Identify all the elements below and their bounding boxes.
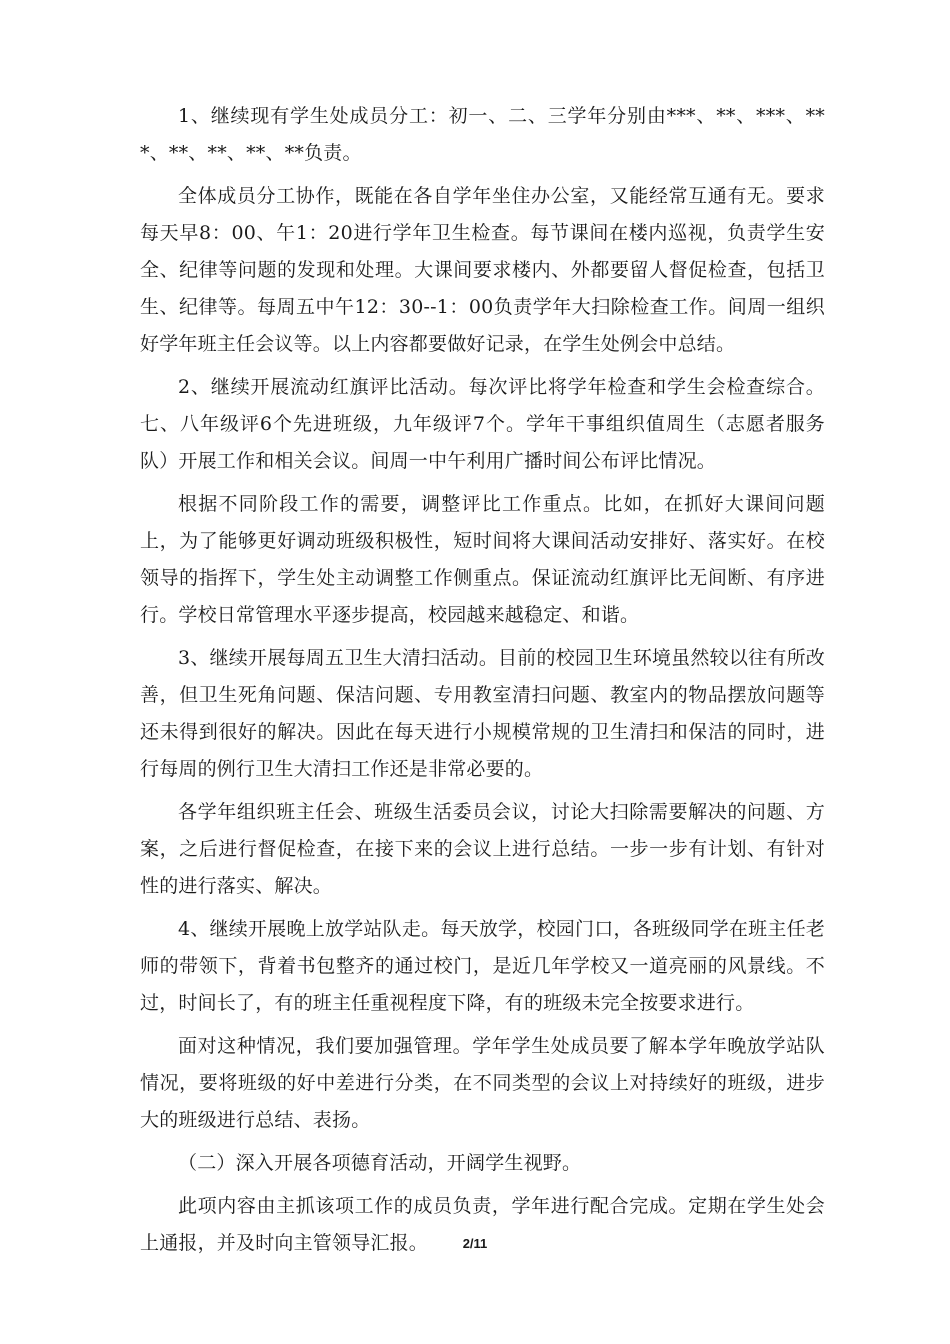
paragraph: 根据不同阶段工作的需要，调整评比工作重点。比如，在抓好大课间问题上，为了能够更好调动班级积极性，短时间将大课间活动安排好、落实好。在校领导的指挥下，学生处主动调整工作侧重点。保证流动红旗评比无间断、有序进行。学校日常管理水平逐步提高，校园越来越稳定、和谐。: [140, 493, 825, 626]
paragraph: 4、继续开展晚上放学站队走。每天放学，校园门口，各班级同学在班主任老师的带领下，背着书包整齐的通过校门，是近几年学校又一道亮丽的风景线。不过，时间长了，有的班主任重视程度下降，有的班级未完全按要求进行。: [140, 918, 825, 1014]
paragraph: 1、继续现有学生处成员分工：初一、二、三学年分别由***、**、***、***、**、**、**、**负责。: [140, 105, 825, 164]
paragraph: 此项内容由主抓该项工作的成员负责，学年进行配合完成。定期在学生处会上通报，并及时向主管领导汇报。: [140, 1195, 825, 1254]
page-number: 2/11: [462, 1236, 488, 1251]
paragraph: 全体成员分工协作，既能在各自学年坐住办公室，又能经常互通有无。要求每天早8：00、午1：20进行学年卫生检查。每节课间在楼内巡视，负责学生安全、纪律等问题的发现和处理。大课间要求楼内、外都要留人督促检查，包括卫生、纪律等。每周五中午12：30--1：00负责学年大扫除检查工作。间周一组织好学年班主任会议等。以上内容都要做好记录，在学生处例会中总结。: [140, 185, 825, 355]
paragraph: 面对这种情况，我们要加强管理。学年学生处成员要了解本学年晚放学站队情况，要将班级的好中差进行分类，在不同类型的会议上对持续好的班级，进步大的班级进行总结、表扬。: [140, 1035, 825, 1131]
document-body: [140, 98, 825, 1268]
paragraph: 3、继续开展每周五卫生大清扫活动。目前的校园卫生环境虽然较以往有所改善，但卫生死角问题、保洁问题、专用教室清扫问题、教室内的物品摆放问题等还未得到很好的解决。因此在每天进行小规模常规的卫生清扫和保洁的同时，进行每周的例行卫生大清扫工作还是非常必要的。: [140, 647, 825, 780]
paragraph: 2、继续开展流动红旗评比活动。每次评比将学年检查和学生会检查综合。七、八年级评6个先进班级，九年级评7个。学年干事组织值周生（志愿者服务队）开展工作和相关会议。间周一中午利用广播时间公布评比情况。: [140, 376, 825, 472]
paragraph: 各学年组织班主任会、班级生活委员会议，讨论大扫除需要解决的问题、方案，之后进行督促检查，在接下来的会议上进行总结。一步一步有计划、有针对性的进行落实、解决。: [140, 801, 825, 897]
section-heading: （二）深入开展各项德育活动，开阔学生视野。: [178, 1152, 582, 1174]
